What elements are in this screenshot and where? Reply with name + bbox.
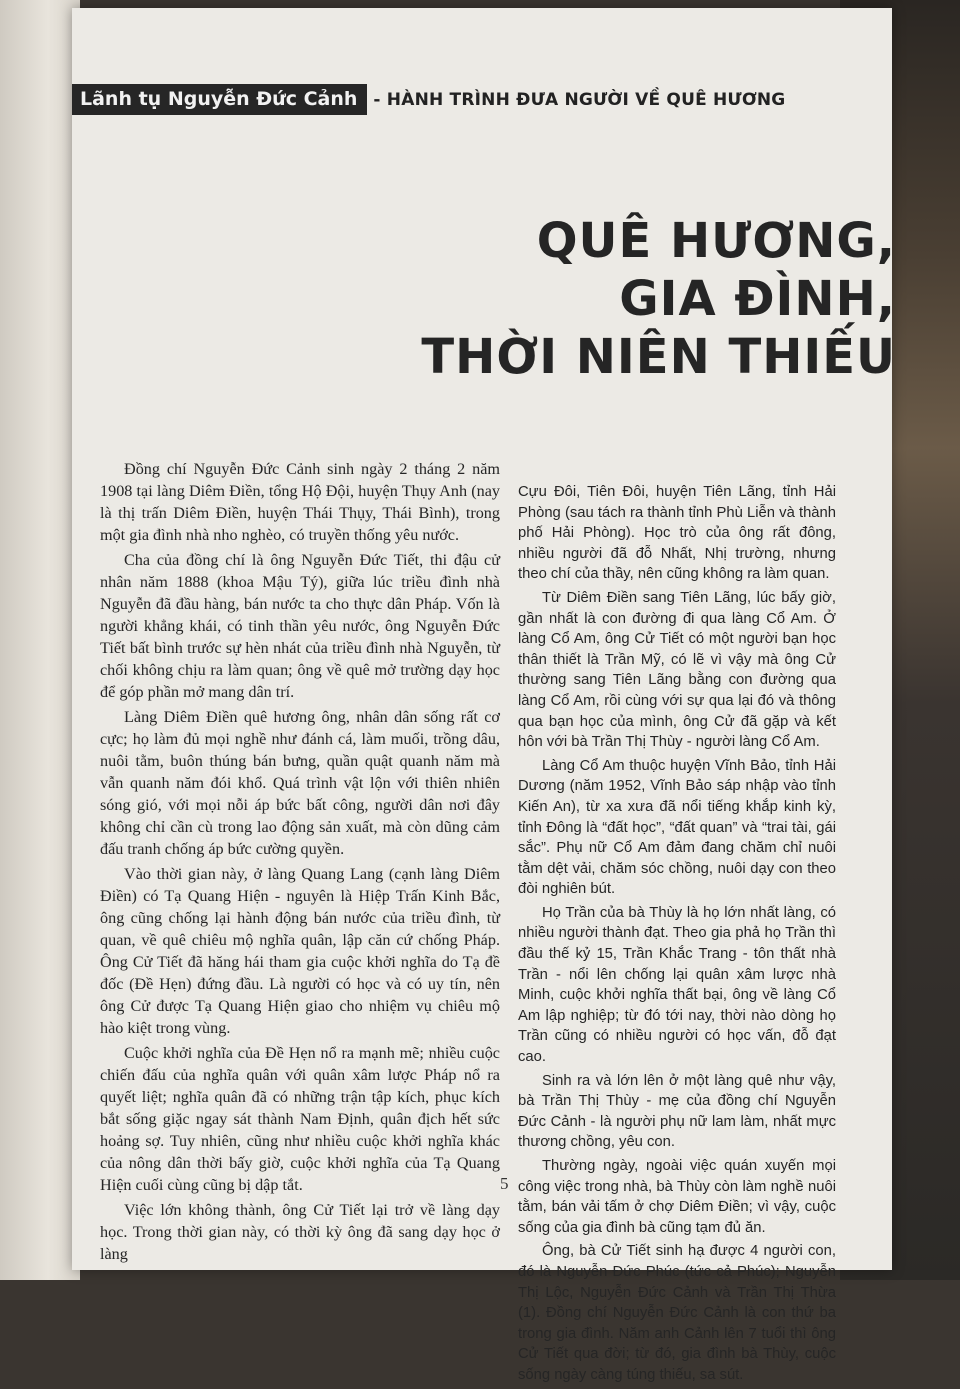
paragraph: Cha của đồng chí là ông Nguyễn Đức Tiết, thi đậu cử nhân năm 1888 (khoa Mậu Tý), giữa lúc triều đình nhà Nguyễn đã đầu hàng, bán nước ta cho thực dân Pháp. Vốn là người khẳng khái, có tinh thần yêu nước, ông Nguyễn Đức Tiết bất bình trước sự hèn nhát của triều đình nhà Nguyễn, từ chối không chịu ra làm quan; ông về quê mở trường dạy học để góp phần mở mang dân trí. (100, 551, 500, 701)
paragraph: Thường ngày, ngoài việc quán xuyến mọi công việc trong nhà, bà Thùy còn làm nghề nuôi tằm, bán vải tấm ở chợ Diêm Điền; vì vậy, cuộc sống của gia đình bà cũng tạm đủ ăn. (518, 1158, 836, 1236)
header-name: Lãnh tụ Nguyễn Đức Cảnh (72, 84, 367, 115)
page-edge-left (0, 0, 80, 1280)
paragraph: Ông, bà Cử Tiết sinh hạ được 4 người con, đó là Nguyễn Đức Phúc (tức cả Phúc); Nguyễn Thị Lộc, Nguyễn Đức Cảnh và Trần Thị Thừa (1). Đồng chí Nguyễn Đức Cảnh là con thứ ba trong gia đình. Năm anh Cảnh lên 7 tuổi thì ông Cử Tiết qua đời; từ đó, gia đình bà Thùy, cuộc sống ngày càng túng thiếu, sa sút. (518, 1243, 836, 1383)
header-subtitle: - HÀNH TRÌNH ĐƯA NGƯỜI VỀ QUÊ HƯƠNG (373, 89, 786, 110)
paragraph: Họ Trần của bà Thùy là họ lớn nhất làng, có nhiều người thành đạt. Theo gia phả họ Trần thì đầu thế kỷ 15, Trần Khắc Trang - tôn thất nhà Trần - nổi lên chống lại quân xâm lược nhà Minh, cuộc khởi nghĩa thất bại, ông về làng Cổ Am lập nghiệp; từ đó tới nay, thời nào dòng họ Trần cũng có nhiều người có học vấn, đỗ đạt cao. (518, 904, 836, 1066)
paragraph: Từ Diêm Điền sang Tiên Lãng, lúc bấy giờ, gần nhất là con đường đi qua làng Cổ Am. Ở làng Cổ Am, ông Cử Tiết có một người bạn học thân thiết là Trần Mỹ, có lẽ vì vậy mà ông Cử thường sang Tiên Lãng bằng con đường qua làng Cổ Am, rồi cùng với sự qua lại đó và thông qua bạn học của mình, ông Cử đã gặp và kết hôn với bà Trần Thị Thùy - người làng Cổ Am. (518, 589, 836, 751)
title-line-2: GIA ĐÌNH, (619, 271, 896, 327)
paragraph: Sinh ra và lớn lên ở một làng quê như vậy, bà Trần Thị Thùy - mẹ của đồng chí Nguyễn Đức Cảnh - là người phụ nữ lam làm, nhất mực thương chồng, yêu con. (518, 1072, 836, 1151)
paragraph: Việc lớn không thành, ông Cử Tiết lại trở về làng dạy học. Trong thời gian này, có thời kỳ ông đã sang dạy học ở làng (100, 1201, 500, 1263)
title-line-1: QUÊ HƯƠNG, (536, 213, 896, 269)
running-header (72, 84, 785, 115)
paragraph: Làng Cổ Am thuộc huyện Vĩnh Bảo, tỉnh Hải Dương (năm 1952, Vĩnh Bảo sáp nhập vào tỉnh Kiến An), từ xa xưa đã nổi tiếng khắp kinh kỳ, tỉnh Đông là “đất học”, “đất quan” và “trai tài, gái sắc”. Phụ nữ Cổ Am đảm đang chăm chỉ nuôi tằm dệt vải, chăm sóc chồng, nuôi dạy con theo đòi nghiên bút. (518, 757, 836, 898)
paragraph: Cựu Đôi, Tiên Đôi, huyện Tiên Lãng, tỉnh Hải Phòng (sau tách ra thành tỉnh Phù Liễn và thành phố Hải Phòng). Học trò của ông rất đông, nhiều người đã đỗ Nhất, Nhị trường, nhưng theo chí của thầy, nên cũng không ra làm quan. (518, 484, 836, 583)
paragraph: Đồng chí Nguyễn Đức Cảnh sinh ngày 2 tháng 2 năm 1908 tại làng Diêm Điền, tổng Hộ Đội, huyện Thụy Anh (nay là thị trấn Diêm Điền, huyện Thái Thụy, Thái Bình), trong một gia đình nhà nho nghèo, có truyền thống yêu nước. (100, 460, 500, 544)
paragraph: Vào thời gian này, ở làng Quang Lang (cạnh làng Diêm Điền) có Tạ Quang Hiện - nguyên là Hiệp Trấn Kinh Bắc, ông cũng chống lại hành động bán nước của triều đình, từ quan, về quê chiêu mộ nghĩa quân, lập căn cứ chống Pháp. Ông Cử Tiết đã hăng hái tham gia cuộc khởi nghĩa do Tạ đề đốc (Đề Hẹn) đứng đầu. Là người có học và có uy tín, nên ông Cử được Tạ Quang Hiện giao cho nhiệm vụ chiêu mộ hào kiệt trong vùng. (100, 865, 500, 1037)
left-column (100, 458, 500, 1268)
chapter-title (421, 212, 896, 386)
right-column (518, 482, 836, 1389)
paragraph: Làng Diêm Điền quê hương ông, nhân dân sống rất cơ cực; họ làm đủ mọi nghề như đánh cá, làm muối, trồng dâu, nuôi tằm, buôn thúng bán bưng, quần quật quanh năm mà vẫn quanh năm đói khổ. Quá trình vật lộn với thiên nhiên sóng gió, với mọi nỗi áp bức bất công, người dân nơi đây không chỉ cần cù trong lao động sản xuất, mà còn dũng cảm đấu tranh chống áp bức cường quyền. (100, 708, 500, 858)
title-line-3: THỜI NIÊN THIẾU (421, 329, 896, 385)
paragraph: Cuộc khởi nghĩa của Đề Hẹn nổ ra mạnh mẽ; nhiều cuộc chiến đấu của nghĩa quân với quân xâm lược Pháp nổ ra quyết liệt; nghĩa quân đã có những trận tập kích, phục kích bắt sống giặc ngay sát thành Nam Định, quân địch hết sức hoảng sợ. Tuy nhiên, cũng như nhiều cuộc khởi nghĩa khác của nông dân thời bấy giờ, cuộc khởi nghĩa của Tạ Quang Hiện cuối cùng cũng bị dập tắt. (100, 1044, 500, 1194)
page-number: 5 (500, 1174, 509, 1193)
